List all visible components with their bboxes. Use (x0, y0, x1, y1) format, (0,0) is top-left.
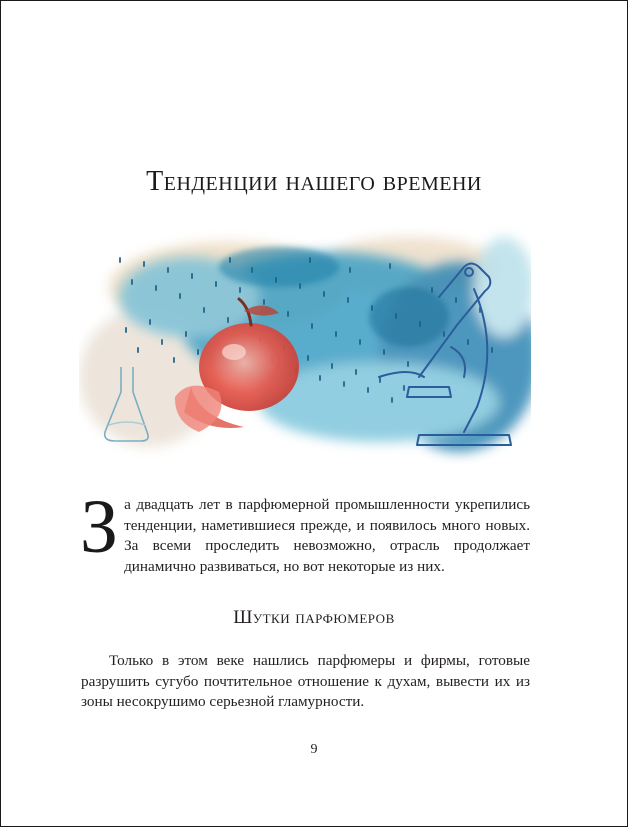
section-title: Шутки парфюмеров (233, 607, 395, 628)
lead-paragraph (80, 485, 530, 577)
lead-paragraph-text: а двадцать лет в парфюмерной промышленности укрепились тенденции, наметившиеся прежде, и появилось много новых. За всеми проследить невозможно, отрасль продолжает динамично развиваться, но вот некоторые из них. (124, 496, 530, 575)
section-paragraph: Только в этом веке нашлись парфюмеры и фирмы, готовые разрушить сугубо почтительное отношение к духам, вывести их из зоны несокрушимо серьезной гламурности. (81, 652, 530, 710)
watercolor-illustration-icon (79, 227, 531, 477)
drop-cap: З (80, 485, 119, 569)
page-number: 9 (310, 742, 318, 757)
chapter-title: Тенденции нашего времени (146, 166, 482, 197)
